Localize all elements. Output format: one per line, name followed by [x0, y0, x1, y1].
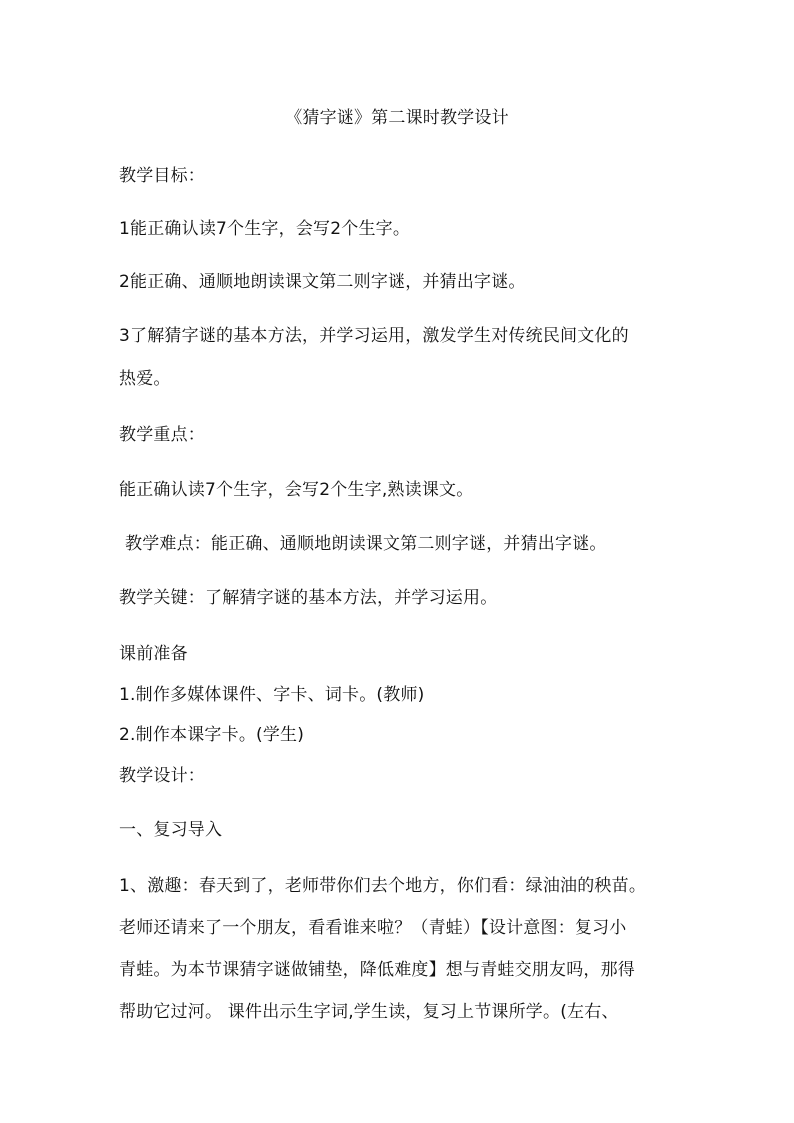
prep-item-1: 1.制作多媒体课件、字卡、词卡。(教师) [119, 685, 425, 705]
objective-line-3: 3了解猜字谜的基本方法，并学习运用，激发学生对传统民间文化的 [119, 326, 629, 346]
design-heading: 教学设计： [119, 766, 205, 786]
section-1-paragraph-line-2: 老师还请来了一个朋友，看看谁来啦？（青蛙）【设计意图：复习小 [119, 918, 627, 938]
key-text: 教学关键：了解猜字谜的基本方法，并学习运用。 [119, 588, 498, 608]
objective-line-4: 热爱。 [119, 369, 171, 389]
section-1-paragraph-line-1: 1、激趣：春天到了，老师带你们去个地方，你们看：绿油油的秧苗。 [119, 876, 647, 896]
objective-line-2: 2能正确、通顺地朗读课文第二则字谜，并猜出字谜。 [119, 272, 526, 292]
section-1-paragraph-line-3: 青蛙。为本节课猜字谜做铺垫，降低难度】想与青蛙交朋友吗，那得 [119, 960, 635, 980]
difficulty-text: 教学难点：能正确、通顺地朗读课文第二则字谜，并猜出字谜。 [125, 534, 607, 554]
prep-heading: 课前准备 [119, 644, 188, 664]
key-points-text: 能正确认读7个生字，会写2个生字,熟读课文。 [119, 480, 474, 500]
objectives-heading: 教学目标： [119, 166, 205, 186]
objective-line-1: 1能正确认读7个生字，会写2个生字。 [119, 219, 411, 239]
key-points-heading: 教学重点： [119, 425, 205, 445]
prep-item-2: 2.制作本课字卡。(学生) [119, 725, 305, 745]
section-1-paragraph-line-4: 帮助它过河。 课件出示生字词,学生读，复习上节课所学。(左右、 [119, 1002, 619, 1022]
section-1-heading: 一、复习导入 [119, 820, 223, 840]
document-title: 《猜字谜》第二课时教学设计 [285, 108, 509, 128]
